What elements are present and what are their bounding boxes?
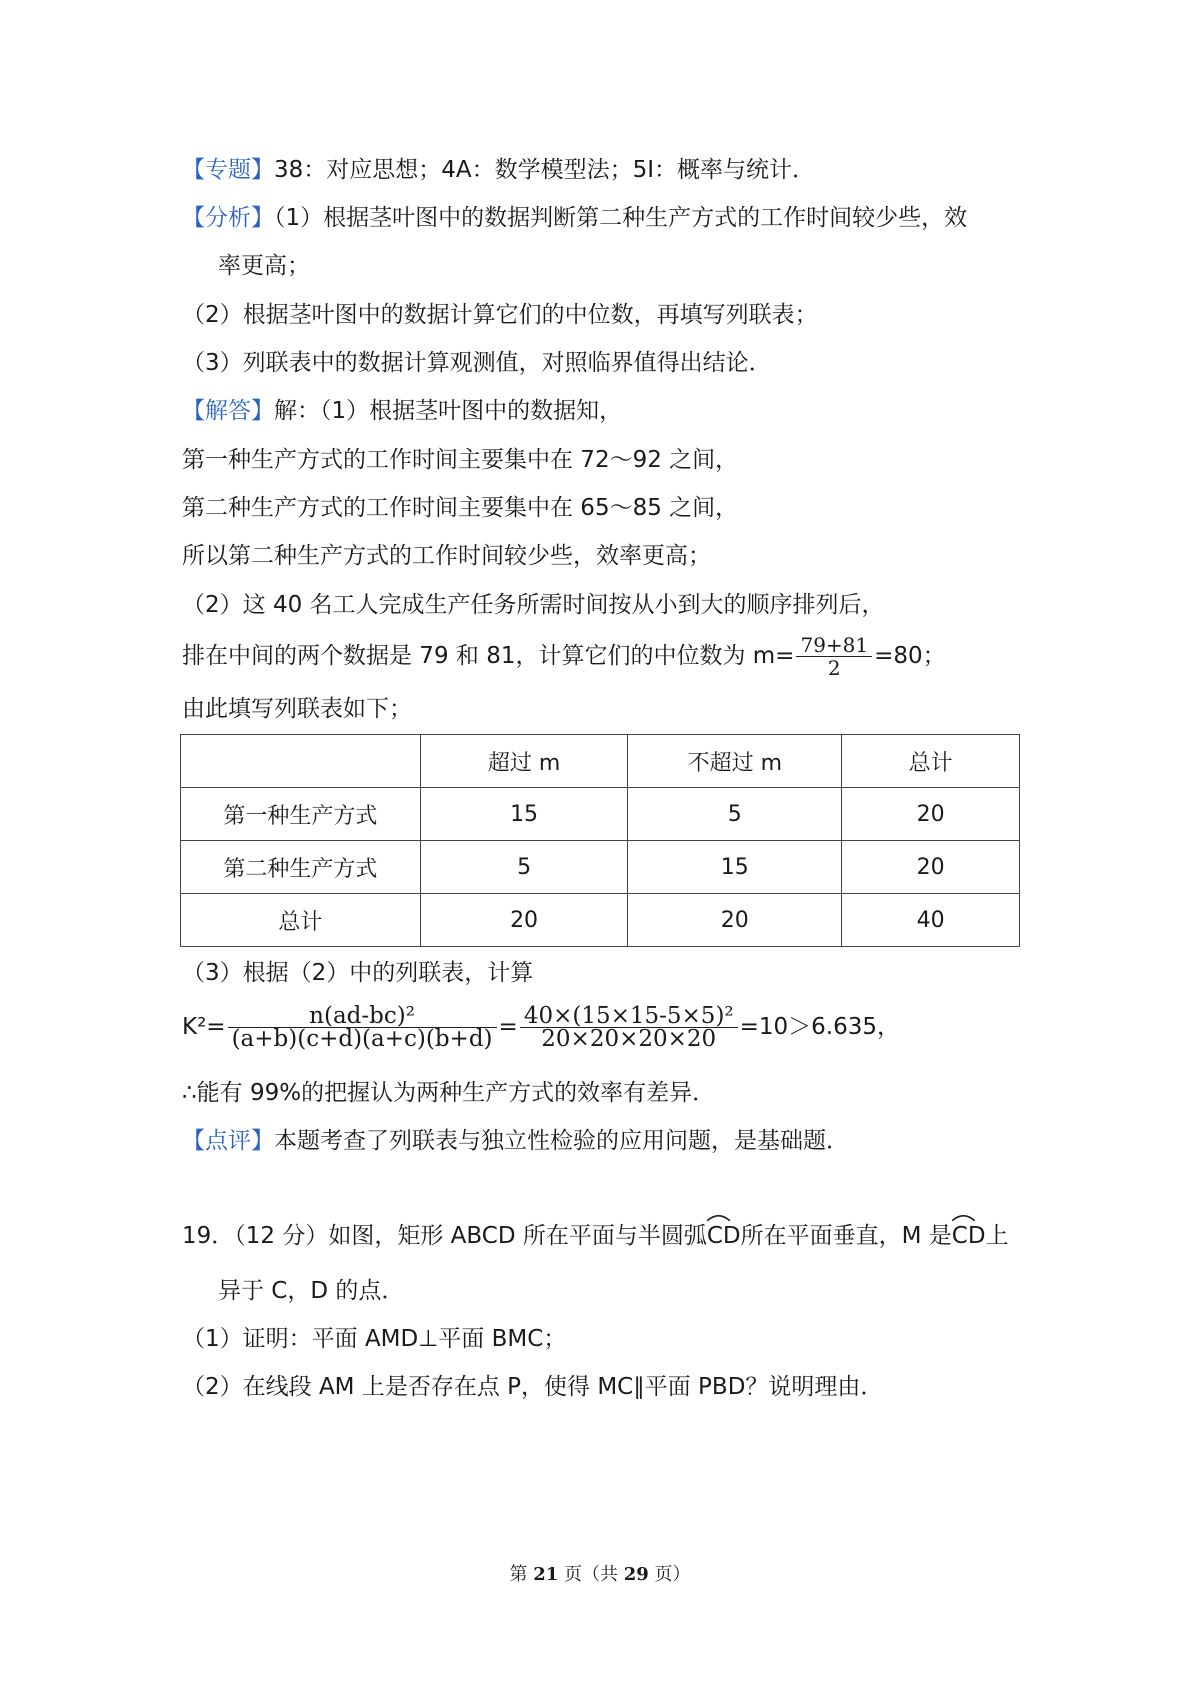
question-19-sub-2: （2）在线段 AM 上是否存在点 P，使得 MC∥平面 PBD？说明理由．: [182, 1374, 884, 1400]
footer-suffix: 页）: [654, 1564, 691, 1585]
table-row: [181, 788, 1020, 841]
topic-line: [182, 155, 815, 185]
answer-line-5: [182, 632, 946, 680]
table-cell: 第一种生产方式: [181, 788, 421, 841]
page-number: 21: [533, 1564, 559, 1585]
median-numerator: 79+81: [796, 634, 872, 657]
answer-line-4: （2）这 40 名工人完成生产任务所需时间按从小到大的顺序排列后，: [182, 592, 885, 618]
analysis-line-1: [182, 203, 967, 233]
table-header-cell: [181, 735, 421, 788]
comment-tag: 【点评】: [182, 1128, 274, 1154]
table-cell: 15: [420, 788, 628, 841]
formula-numerator: n(ad-bc)²: [228, 1005, 497, 1028]
question-19-line-1: [182, 1221, 1009, 1251]
page-total: 29: [623, 1564, 649, 1585]
table-cell: 5: [420, 841, 628, 894]
k-squared-line: [182, 1002, 900, 1052]
k-squared-result: =10＞6.635，: [739, 1014, 901, 1040]
k-squared-substitution: [520, 1005, 738, 1050]
page-footer: [0, 1560, 1200, 1586]
arc-cd-label: [952, 1221, 986, 1251]
table-cell: 20: [842, 841, 1020, 894]
table-cell: 20: [842, 788, 1020, 841]
arc-icon: [951, 1212, 976, 1222]
q19-text-a: 19．（12 分）如图，矩形 ABCD 所在平面与半圆弧: [182, 1223, 707, 1249]
arc-cd-text: CD: [951, 1223, 986, 1249]
table-header-row: [181, 735, 1020, 788]
question-19-sub-1: （1）证明：平面 AMD⊥平面 BMC；: [182, 1326, 567, 1352]
analysis-tag: 【分析】: [182, 205, 274, 231]
footer-middle: 页（共: [564, 1564, 618, 1585]
table-row: [181, 894, 1020, 947]
analysis-line-1b: 率更高；: [218, 253, 310, 279]
answer-line-3: 所以第二种生产方式的工作时间较少些，效率更高；: [182, 543, 711, 569]
table-cell: 15: [628, 841, 842, 894]
answer-line-intro: [182, 396, 622, 426]
answer-tag: 【解答】: [182, 398, 274, 424]
median-denominator: 2: [827, 656, 841, 680]
conclusion-line: ∴能有 99%的把握认为两种生产方式的效率有差异．: [182, 1080, 716, 1106]
q19-text-b: 所在平面垂直，M 是: [740, 1223, 952, 1249]
table-cell: 20: [628, 894, 842, 947]
table-header-cell: 总计: [842, 735, 1020, 788]
question-19-line-2: 异于 C，D 的点．: [218, 1278, 405, 1304]
table-cell: 40: [842, 894, 1020, 947]
analysis-line-3: （3）列联表中的数据计算观测值，对照临界值得出结论．: [182, 350, 772, 376]
table-cell: 20: [420, 894, 628, 947]
formula-denominator: (a+b)(c+d)(a+c)(b+d): [231, 1026, 493, 1052]
table-cell: 总计: [181, 894, 421, 947]
arc-cd-label: [707, 1221, 741, 1251]
arc-cd-text: CD: [706, 1223, 741, 1249]
analysis-line-2: （2）根据茎叶图中的数据计算它们的中位数，再填写列联表；: [182, 302, 818, 328]
topic-text: 38：对应思想；4A：数学模型法；5I：概率与统计．: [274, 157, 816, 183]
answer-line-6: 由此填写列联表如下；: [182, 696, 412, 722]
table-header-cell: 不超过 m: [628, 735, 842, 788]
substitution-denominator: 20×20×20×20: [541, 1026, 717, 1052]
answer-line-2: 第二种生产方式的工作时间主要集中在 65～85 之间，: [182, 495, 739, 521]
k-squared-label: K²=: [182, 1014, 226, 1040]
table-cell: 第二种生产方式: [181, 841, 421, 894]
arc-icon: [706, 1212, 731, 1222]
topic-tag: 【专题】: [182, 157, 274, 183]
substitution-numerator: 40×(15×15-5×5)²: [520, 1005, 738, 1028]
median-fraction: [796, 634, 872, 679]
comment-text: 本题考查了列联表与独立性检验的应用问题，是基础题．: [274, 1128, 849, 1154]
q19-text-c: 上: [985, 1223, 1009, 1249]
table-header-cell: 超过 m: [420, 735, 628, 788]
table-row: [181, 841, 1020, 894]
comment-line: [182, 1126, 849, 1156]
table-cell: 5: [628, 788, 842, 841]
part3-line-1: （3）根据（2）中的列联表，计算: [182, 960, 534, 986]
answer-intro: 解：（1）根据茎叶图中的数据知，: [274, 398, 623, 424]
analysis-text-1a: （1）根据茎叶图中的数据判断第二种生产方式的工作时间较少些，效: [274, 205, 968, 231]
answer-line-1: 第一种生产方式的工作时间主要集中在 72～92 之间，: [182, 447, 739, 473]
median-text: 排在中间的两个数据是 79 和 81，计算它们的中位数为 m=: [182, 643, 795, 669]
median-result: =80；: [874, 643, 946, 669]
footer-prefix: 第: [509, 1564, 528, 1585]
equals-sign: =: [498, 1014, 518, 1040]
contingency-table: [180, 734, 1020, 947]
k-squared-formula: [228, 1005, 497, 1050]
